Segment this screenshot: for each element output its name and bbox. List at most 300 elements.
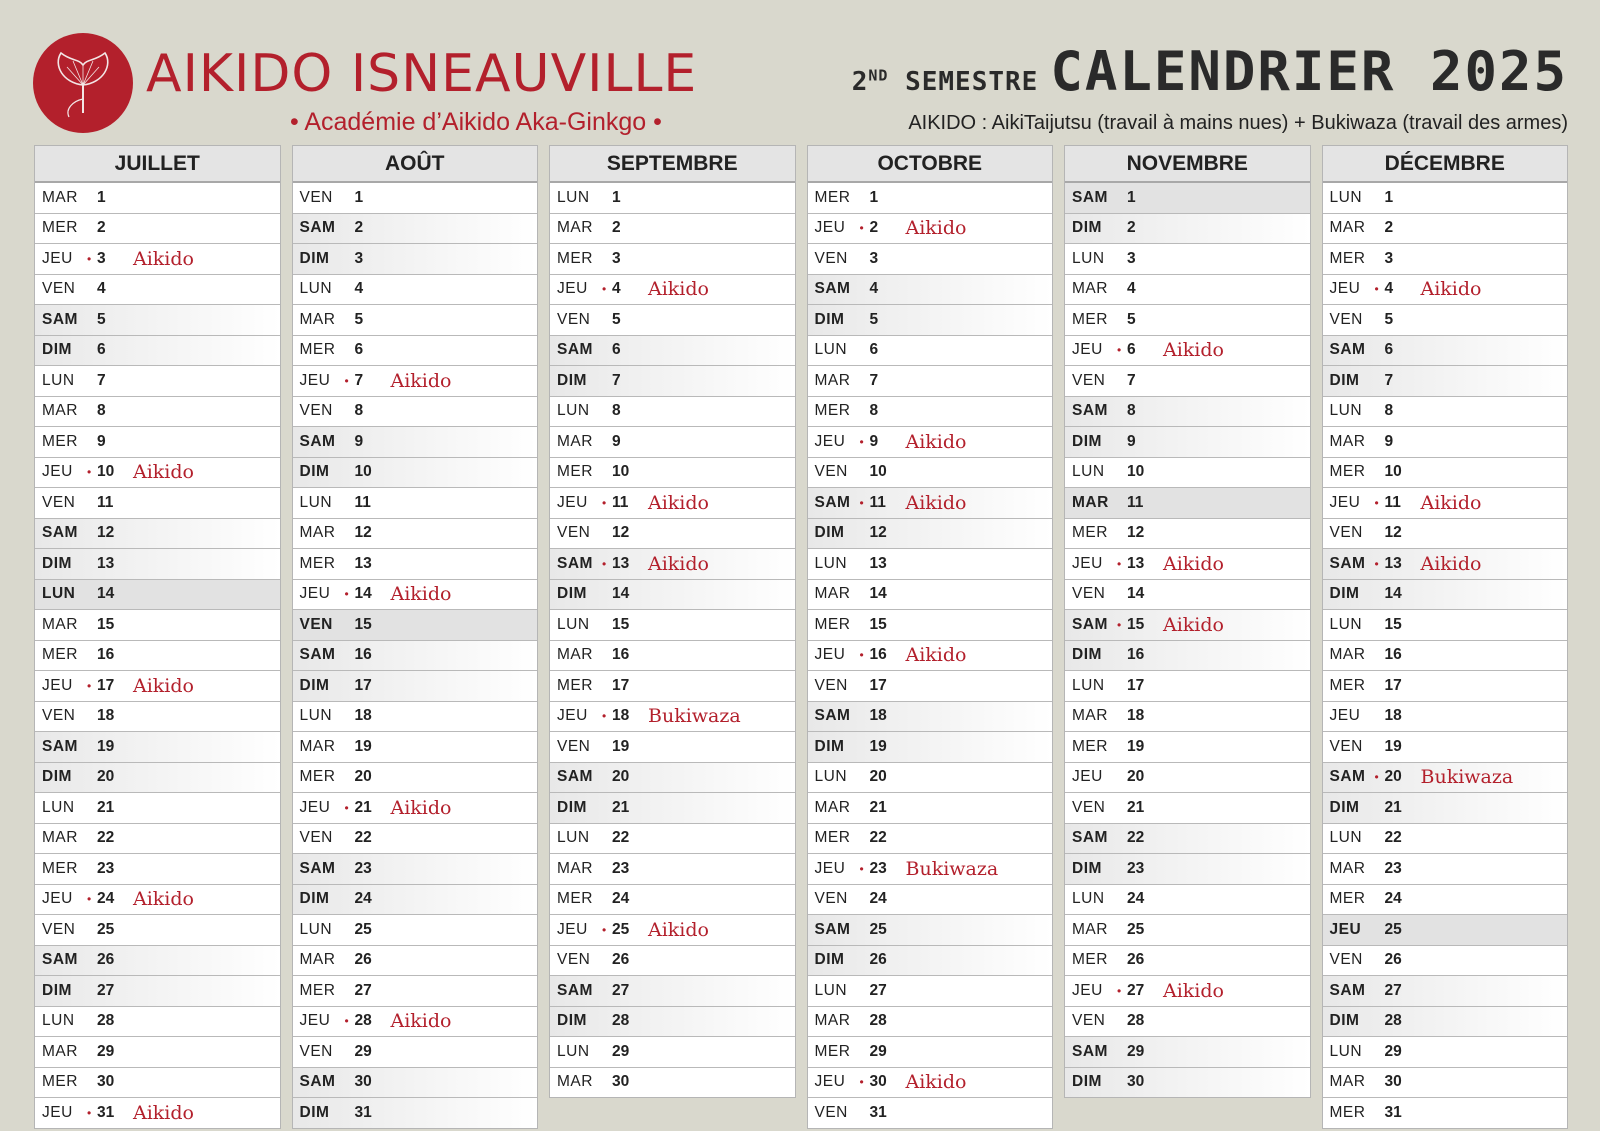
day-row [1065,244,1310,275]
day-name: DIM [299,676,330,694]
session-dot-icon: • [602,495,607,510]
day-name: DIM [299,463,330,481]
day-number: 26 [354,951,372,969]
day-number: 16 [869,646,887,664]
day-name: DIM [42,768,72,786]
day-row [808,580,1053,611]
day-row [1065,1068,1310,1098]
day-row [808,366,1053,397]
day-row [293,397,538,428]
day-row [1323,854,1568,885]
day-name: LUN [1329,615,1363,633]
day-number: 6 [97,341,106,359]
day-number: 19 [97,737,115,755]
day-number: 24 [1127,890,1145,908]
day-row [35,854,280,885]
day-row [1323,488,1568,519]
day-name: VEN [1329,951,1363,969]
day-row [808,671,1053,702]
day-name: LUN [299,280,333,298]
session-dot-icon: • [87,251,92,266]
day-row [1065,397,1310,428]
day-number: 19 [1127,737,1145,755]
day-name: DIM [814,951,845,969]
day-name: VEN [1329,524,1363,542]
day-number: 11 [1127,493,1144,511]
session-dot-icon: • [1374,770,1379,785]
day-row [1323,641,1568,672]
day-name: DIM [557,1012,587,1030]
month-column [549,145,796,1098]
session-dot-icon: • [1374,495,1379,510]
day-number: 20 [612,768,630,786]
day-number: 24 [97,890,115,908]
day-row [1323,305,1568,336]
day-row [550,1007,795,1038]
activity-label: Aikido [905,644,967,667]
calendar-title: CALENDRIER 2025 [1050,40,1568,103]
day-row [1065,183,1310,214]
day-row [1065,854,1310,885]
day-name: JEU [42,463,73,481]
day-row [35,915,280,946]
day-name: JEU [557,493,588,511]
day-number: 14 [354,585,372,603]
day-row [550,336,795,367]
day-row [1323,885,1568,916]
day-row [550,1037,795,1068]
day-number: 12 [1384,524,1402,542]
day-row [1065,946,1310,977]
day-name: SAM [814,707,851,725]
day-row [293,702,538,733]
day-row [808,183,1053,214]
day-number: 2 [869,219,879,237]
day-name: MAR [42,829,78,847]
day-name: LUN [814,768,848,786]
day-row [293,366,538,397]
day-name: VEN [1072,798,1106,816]
day-name: MAR [42,1042,78,1060]
day-name: VEN [42,280,76,298]
session-dot-icon: • [859,861,864,876]
day-row [35,458,280,489]
day-row [1065,885,1310,916]
day-name: SAM [557,341,593,359]
day-row [808,214,1053,245]
day-name: MAR [1072,280,1108,298]
month-title: NOVEMBRE [1065,146,1310,183]
day-row [550,641,795,672]
day-row [808,946,1053,977]
day-number: 26 [97,951,115,969]
semester-suffix: ND [868,66,889,85]
day-name: DIM [814,310,845,328]
month-title: OCTOBRE [808,146,1053,183]
day-number: 28 [1127,1012,1145,1030]
activity-label: Aikido [390,796,452,819]
session-dot-icon: • [344,373,349,388]
day-number: 11 [869,493,886,511]
day-row [35,1037,280,1068]
day-number: 22 [1127,829,1145,847]
day-row [808,763,1053,794]
day-row [35,580,280,611]
day-row [808,641,1053,672]
day-number: 20 [869,768,887,786]
day-number: 19 [1384,737,1402,755]
day-name: DIM [814,737,845,755]
day-number: 9 [97,432,106,450]
day-name: VEN [42,493,76,511]
session-dot-icon: • [1374,556,1379,571]
activity-label: Aikido [648,491,709,514]
day-row [35,671,280,702]
day-row [35,641,280,672]
day-name: DIM [299,1103,330,1121]
day-name: SAM [1329,768,1366,786]
day-row [1065,915,1310,946]
day-number: 29 [612,1042,630,1060]
day-name: LUN [1072,676,1105,694]
day-name: LUN [299,920,333,938]
day-row [1065,763,1310,794]
day-name: JEU [42,676,73,694]
day-row [550,793,795,824]
day-row [293,732,538,763]
day-row [808,305,1053,336]
activity-label: Bukiwaza [1420,766,1514,789]
day-number: 1 [1384,188,1394,206]
month-column [292,145,539,1129]
day-row [1323,214,1568,245]
day-number: 7 [354,371,364,389]
activity-label: Aikido [905,491,967,514]
day-number: 27 [97,981,115,999]
day-number: 22 [1384,829,1402,847]
day-row [293,519,538,550]
day-name: SAM [1072,188,1108,206]
day-name: MER [557,676,593,694]
day-number: 2 [354,219,364,237]
day-row [35,488,280,519]
day-row [1323,793,1568,824]
day-name: LUN [299,707,333,725]
day-name: VEN [814,1103,848,1121]
day-name: JEU [42,890,73,908]
day-name: MER [814,402,851,420]
day-row [1323,1007,1568,1038]
day-row [808,702,1053,733]
day-number: 7 [97,371,106,389]
day-number: 11 [612,493,629,511]
day-row [550,519,795,550]
activity-label: Aikido [648,918,709,941]
day-name: MER [42,1073,78,1091]
day-row [1323,732,1568,763]
day-name: MAR [814,798,851,816]
session-dot-icon: • [344,1014,349,1029]
day-number: 25 [1127,920,1145,938]
activity-label: Aikido [1420,491,1482,514]
day-row [808,458,1053,489]
day-row [1323,946,1568,977]
day-row [1065,641,1310,672]
day-number: 25 [354,920,372,938]
month-column [34,145,281,1129]
activity-label: Aikido [905,217,967,240]
day-row [1065,610,1310,641]
day-name: MAR [557,1073,593,1091]
day-row [808,549,1053,580]
day-number: 3 [97,249,106,267]
day-name: MAR [42,402,78,420]
day-row [1065,1007,1310,1038]
day-name: JEU [42,249,73,267]
day-row [550,549,795,580]
session-dot-icon: • [602,556,607,571]
day-name: LUN [42,1012,75,1030]
day-name: LUN [1329,1042,1363,1060]
day-row [35,427,280,458]
day-name: MAR [1329,432,1366,450]
activity-label: Aikido [1163,979,1224,1002]
day-name: JEU [1072,554,1103,572]
day-number: 4 [1384,280,1394,298]
day-number: 2 [1384,219,1394,237]
day-row [35,519,280,550]
session-dot-icon: • [1117,343,1122,358]
day-name: JEU [1072,768,1103,786]
day-row [1323,366,1568,397]
day-number: 4 [869,280,879,298]
day-number: 16 [97,646,115,664]
day-row [1065,549,1310,580]
day-name: JEU [1329,707,1361,725]
day-number: 5 [354,310,364,328]
day-name: JEU [1072,341,1103,359]
day-name: LUN [814,341,848,359]
day-name: MER [42,646,78,664]
day-name: MAR [557,219,593,237]
day-row [1323,275,1568,306]
day-name: MAR [814,585,851,603]
day-row [293,946,538,977]
day-row [808,427,1053,458]
day-name: DIM [814,524,845,542]
day-number: 24 [1384,890,1402,908]
day-name: MER [1329,890,1366,908]
day-row [1323,244,1568,275]
day-number: 14 [1384,585,1402,603]
day-row [808,488,1053,519]
day-number: 13 [869,554,887,572]
day-name: DIM [557,798,587,816]
day-row [550,397,795,428]
day-number: 8 [97,402,106,420]
day-name: VEN [299,615,333,633]
day-name: MAR [1329,219,1366,237]
activity-label: Aikido [905,430,967,453]
calendar-heading [852,40,1568,103]
day-row [808,244,1053,275]
day-number: 1 [612,188,621,206]
day-number: 20 [1127,768,1145,786]
session-dot-icon: • [344,800,349,815]
day-name: MER [42,432,78,450]
day-name: SAM [814,920,851,938]
day-name: VEN [814,249,848,267]
day-name: MER [299,768,336,786]
day-name: DIM [299,890,330,908]
day-row [293,549,538,580]
day-number: 10 [1384,463,1402,481]
day-row [35,183,280,214]
day-row [35,702,280,733]
day-row [550,427,795,458]
day-row [1323,824,1568,855]
day-number: 29 [354,1042,372,1060]
day-name: SAM [557,554,593,572]
day-number: 6 [612,341,621,359]
day-number: 17 [97,676,115,694]
session-dot-icon: • [859,221,864,236]
month-title: AOÛT [293,146,538,183]
day-row [1065,488,1310,519]
day-number: 10 [97,463,115,481]
day-number: 9 [354,432,364,450]
day-number: 14 [1127,585,1145,603]
session-dot-icon: • [87,678,92,693]
day-number: 21 [1127,798,1145,816]
day-row [1065,732,1310,763]
session-dot-icon: • [1117,556,1122,571]
day-row [808,793,1053,824]
day-row [1065,976,1310,1007]
activity-label: Aikido [1420,278,1482,301]
day-number: 12 [354,524,372,542]
day-number: 19 [354,737,372,755]
day-name: DIM [1329,585,1360,603]
day-name: VEN [1329,737,1363,755]
day-number: 19 [869,737,887,755]
day-name: MER [814,615,851,633]
day-number: 21 [612,798,630,816]
activity-label: Aikido [133,888,194,911]
day-number: 12 [612,524,630,542]
day-number: 22 [612,829,630,847]
day-row [1323,610,1568,641]
day-number: 31 [97,1103,115,1121]
day-row [293,488,538,519]
day-name: MER [557,463,593,481]
day-number: 29 [1127,1042,1145,1060]
day-row [808,610,1053,641]
day-number: 16 [354,646,372,664]
day-number: 26 [612,951,630,969]
day-name: DIM [299,249,330,267]
day-number: 3 [1127,249,1136,267]
day-name: DIM [42,981,72,999]
day-name: JEU [814,1073,846,1091]
day-name: DIM [1072,219,1102,237]
day-row [1323,427,1568,458]
day-name: VEN [42,707,76,725]
day-row [808,1098,1053,1128]
day-row [550,366,795,397]
day-name: JEU [814,432,846,450]
day-name: MER [1329,1103,1366,1121]
session-dot-icon: • [344,587,349,602]
day-number: 8 [869,402,879,420]
activity-label: Aikido [648,552,709,575]
day-row [550,702,795,733]
day-row [293,427,538,458]
day-name: SAM [42,951,78,969]
day-row [1323,336,1568,367]
day-number: 12 [97,524,115,542]
day-number: 27 [612,981,630,999]
day-name: MAR [299,524,336,542]
day-name: LUN [42,798,75,816]
activity-label: Aikido [133,247,194,270]
day-number: 11 [354,493,371,511]
day-name: MER [814,829,851,847]
day-row [293,244,538,275]
day-number: 21 [354,798,372,816]
day-name: MER [557,890,593,908]
day-number: 29 [97,1042,115,1060]
session-dot-icon: • [87,1105,92,1120]
day-number: 13 [354,554,372,572]
day-number: 4 [97,280,106,298]
day-row [293,305,538,336]
day-row [808,336,1053,367]
day-row [550,214,795,245]
day-name: MER [814,188,851,206]
day-number: 11 [97,493,114,511]
day-row [550,824,795,855]
day-row [35,946,280,977]
day-row [35,336,280,367]
day-number: 28 [97,1012,115,1030]
day-number: 2 [97,219,106,237]
day-row [808,519,1053,550]
month-column [1064,145,1311,1098]
day-number: 1 [97,188,106,206]
day-name: VEN [814,676,848,694]
day-number: 28 [612,1012,630,1030]
day-row [1065,824,1310,855]
day-number: 14 [97,585,115,603]
day-number: 30 [354,1073,372,1091]
day-number: 8 [612,402,621,420]
day-number: 20 [97,768,115,786]
day-row [293,1068,538,1099]
day-name: MAR [299,310,336,328]
day-name: VEN [42,920,76,938]
day-name: LUN [557,615,590,633]
day-row [1065,336,1310,367]
ginkgo-leaf-icon [43,43,123,123]
day-name: SAM [1072,402,1108,420]
day-number: 21 [1384,798,1402,816]
day-row [550,763,795,794]
day-row [35,1007,280,1038]
day-name: VEN [299,188,333,206]
day-name: DIM [1329,371,1360,389]
day-number: 23 [1127,859,1145,877]
